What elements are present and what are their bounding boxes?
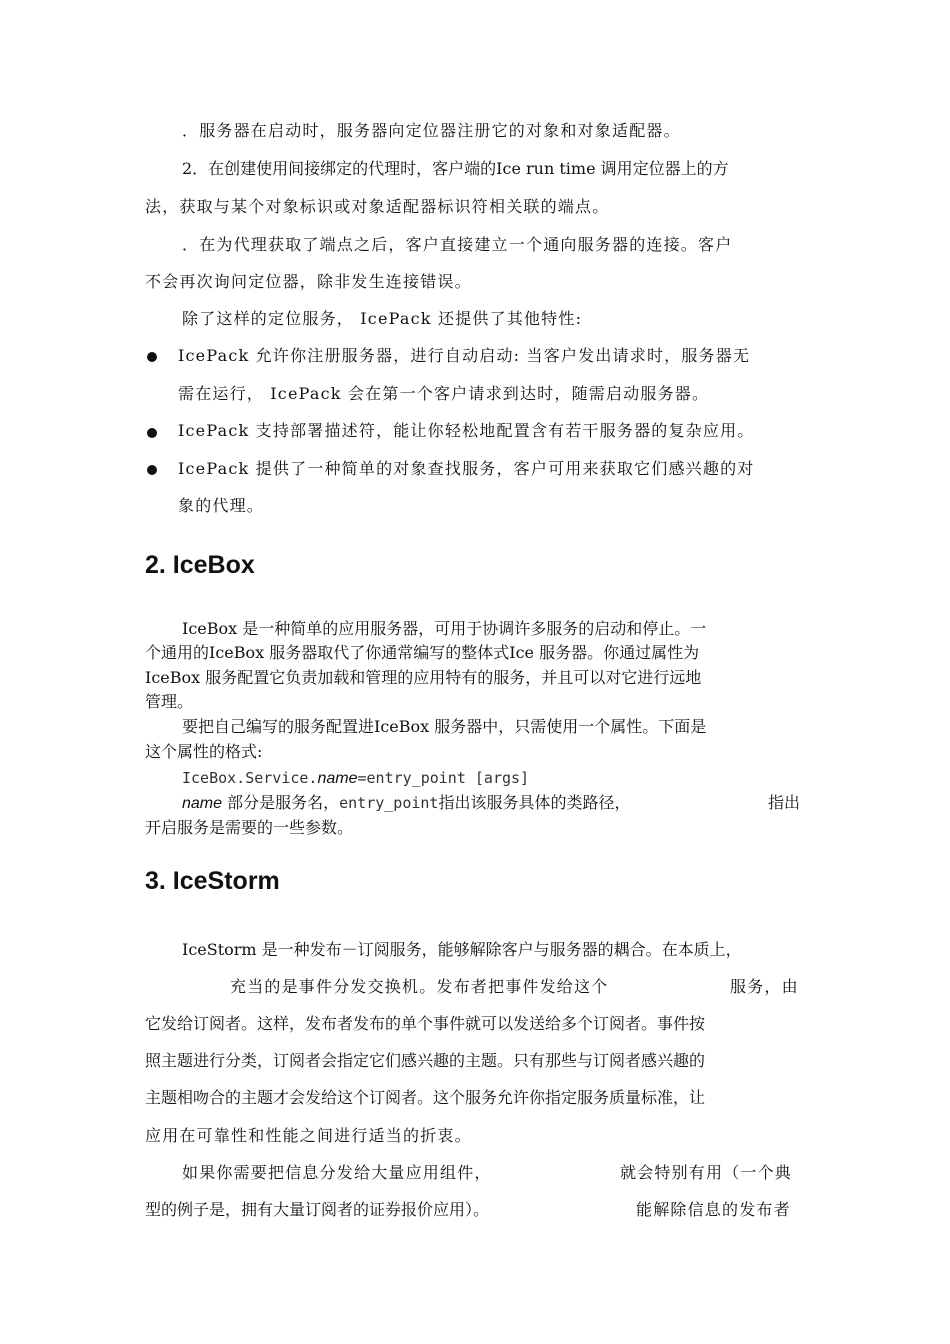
name-description	[182, 793, 630, 814]
icestorm-line-2a: 充当的是事件分发交换机。发布者把事件发给这个	[230, 977, 609, 996]
step-3-line-2: 不会再次询问定位器，除非发生连接错误。	[145, 272, 472, 291]
icebox-p2-line-1: 要把自己编写的服务配置进IceBox 服务器中，只需使用一个属性。下面是	[182, 717, 707, 736]
code-prefix: IceBox.Service.	[182, 769, 318, 787]
desc-name-term: name	[182, 795, 223, 812]
section-heading-icebox: 2. IceBox	[145, 551, 255, 579]
desc-line-2: 开启服务是需要的一些参数。	[145, 818, 354, 837]
icestorm-line-8a: 型的例子是，拥有大量订阅者的证券报价应用）。	[145, 1200, 490, 1219]
bullet-dot-icon	[147, 428, 157, 438]
icebox-p2-line-2: 这个属性的格式:	[145, 742, 263, 761]
icestorm-line-8b: 能解除信息的发布者	[636, 1200, 791, 1219]
features-intro: 除了这样的定位服务， IcePack 还提供了其他特性:	[182, 309, 583, 328]
icebox-p1-line-3: IceBox 服务配置它负责加载和管理的应用特有的服务，并且可以对它进行远地	[145, 668, 702, 687]
step-3-line-1: ．在为代理获取了端点之后，客户直接建立一个通向服务器的连接。客户	[182, 235, 733, 254]
icestorm-line-7b: 就会特别有用（一个典	[620, 1163, 793, 1182]
step-2-line-1: 2．在创建使用间接绑定的代理时，客户端的Ice run time 调用定位器上的方	[182, 159, 729, 178]
desc-end: 指出	[768, 793, 801, 812]
desc-entry-point: entry_point	[339, 794, 439, 812]
step-2-line-2: 法，获取与某个对象标识或对象适配器标识符相关联的端点。	[145, 197, 610, 216]
bullet-dot-icon	[147, 352, 157, 362]
bullet-3-line-1: IcePack 提供了一种简单的对象查找服务，客户可用来获取它们感兴趣的对	[178, 459, 755, 478]
section-heading-icestorm: 3. IceStorm	[145, 867, 280, 895]
property-format-code	[182, 768, 529, 789]
icebox-p1-line-2: 个通用的IceBox 服务器取代了你通常编写的整体式Ice 服务器。你通过属性为	[145, 643, 700, 662]
code-name-placeholder: name	[317, 770, 358, 787]
icestorm-line-7a: 如果你需要把信息分发给大量应用组件，	[182, 1163, 492, 1182]
icebox-p1-line-4: 管理。	[145, 692, 194, 711]
bullet-dot-icon	[147, 465, 157, 475]
bullet-3-line-2: 象的代理。	[178, 496, 265, 515]
icestorm-line-6: 应用在可靠性和性能之间进行适当的折衷。	[145, 1126, 472, 1145]
desc-middle: 部分是服务名，	[222, 793, 340, 812]
desc-rest: 指出该服务具体的类路径，	[438, 793, 631, 812]
bullet-1-line-2: 需在运行， IcePack 会在第一个客户请求到达时，随需启动服务器。	[178, 384, 710, 403]
icestorm-line-1: IceStorm 是一种发布－订阅服务，能够解除客户与服务器的耦合。在本质上，	[182, 940, 742, 959]
bullet-1-line-1: IcePack 允许你注册服务器，进行自动启动: 当客户发出请求时，服务器无	[178, 346, 751, 365]
icestorm-line-3: 它发给订阅者。这样，发布者发布的单个事件就可以发送给多个订阅者。事件按	[145, 1014, 706, 1033]
icestorm-line-5: 主题相吻合的主题才会发给这个订阅者。这个服务允许你指定服务质量标准，让	[145, 1088, 706, 1107]
icestorm-line-2b: 服务，由	[730, 977, 799, 996]
step-1: ．服务器在启动时，服务器向定位器注册它的对象和对象适配器。	[182, 121, 681, 140]
code-suffix: =entry_point [args]	[357, 769, 530, 787]
icebox-p1-line-1: IceBox 是一种简单的应用服务器，可用于协调许多服务的启动和停止。一	[182, 619, 707, 638]
bullet-2-line-1: IcePack 支持部署描述符，能让你轻松地配置含有若干服务器的复杂应用。	[178, 421, 755, 440]
icestorm-line-4: 照主题进行分类，订阅者会指定它们感兴趣的主题。只有那些与订阅者感兴趣的	[145, 1051, 706, 1070]
